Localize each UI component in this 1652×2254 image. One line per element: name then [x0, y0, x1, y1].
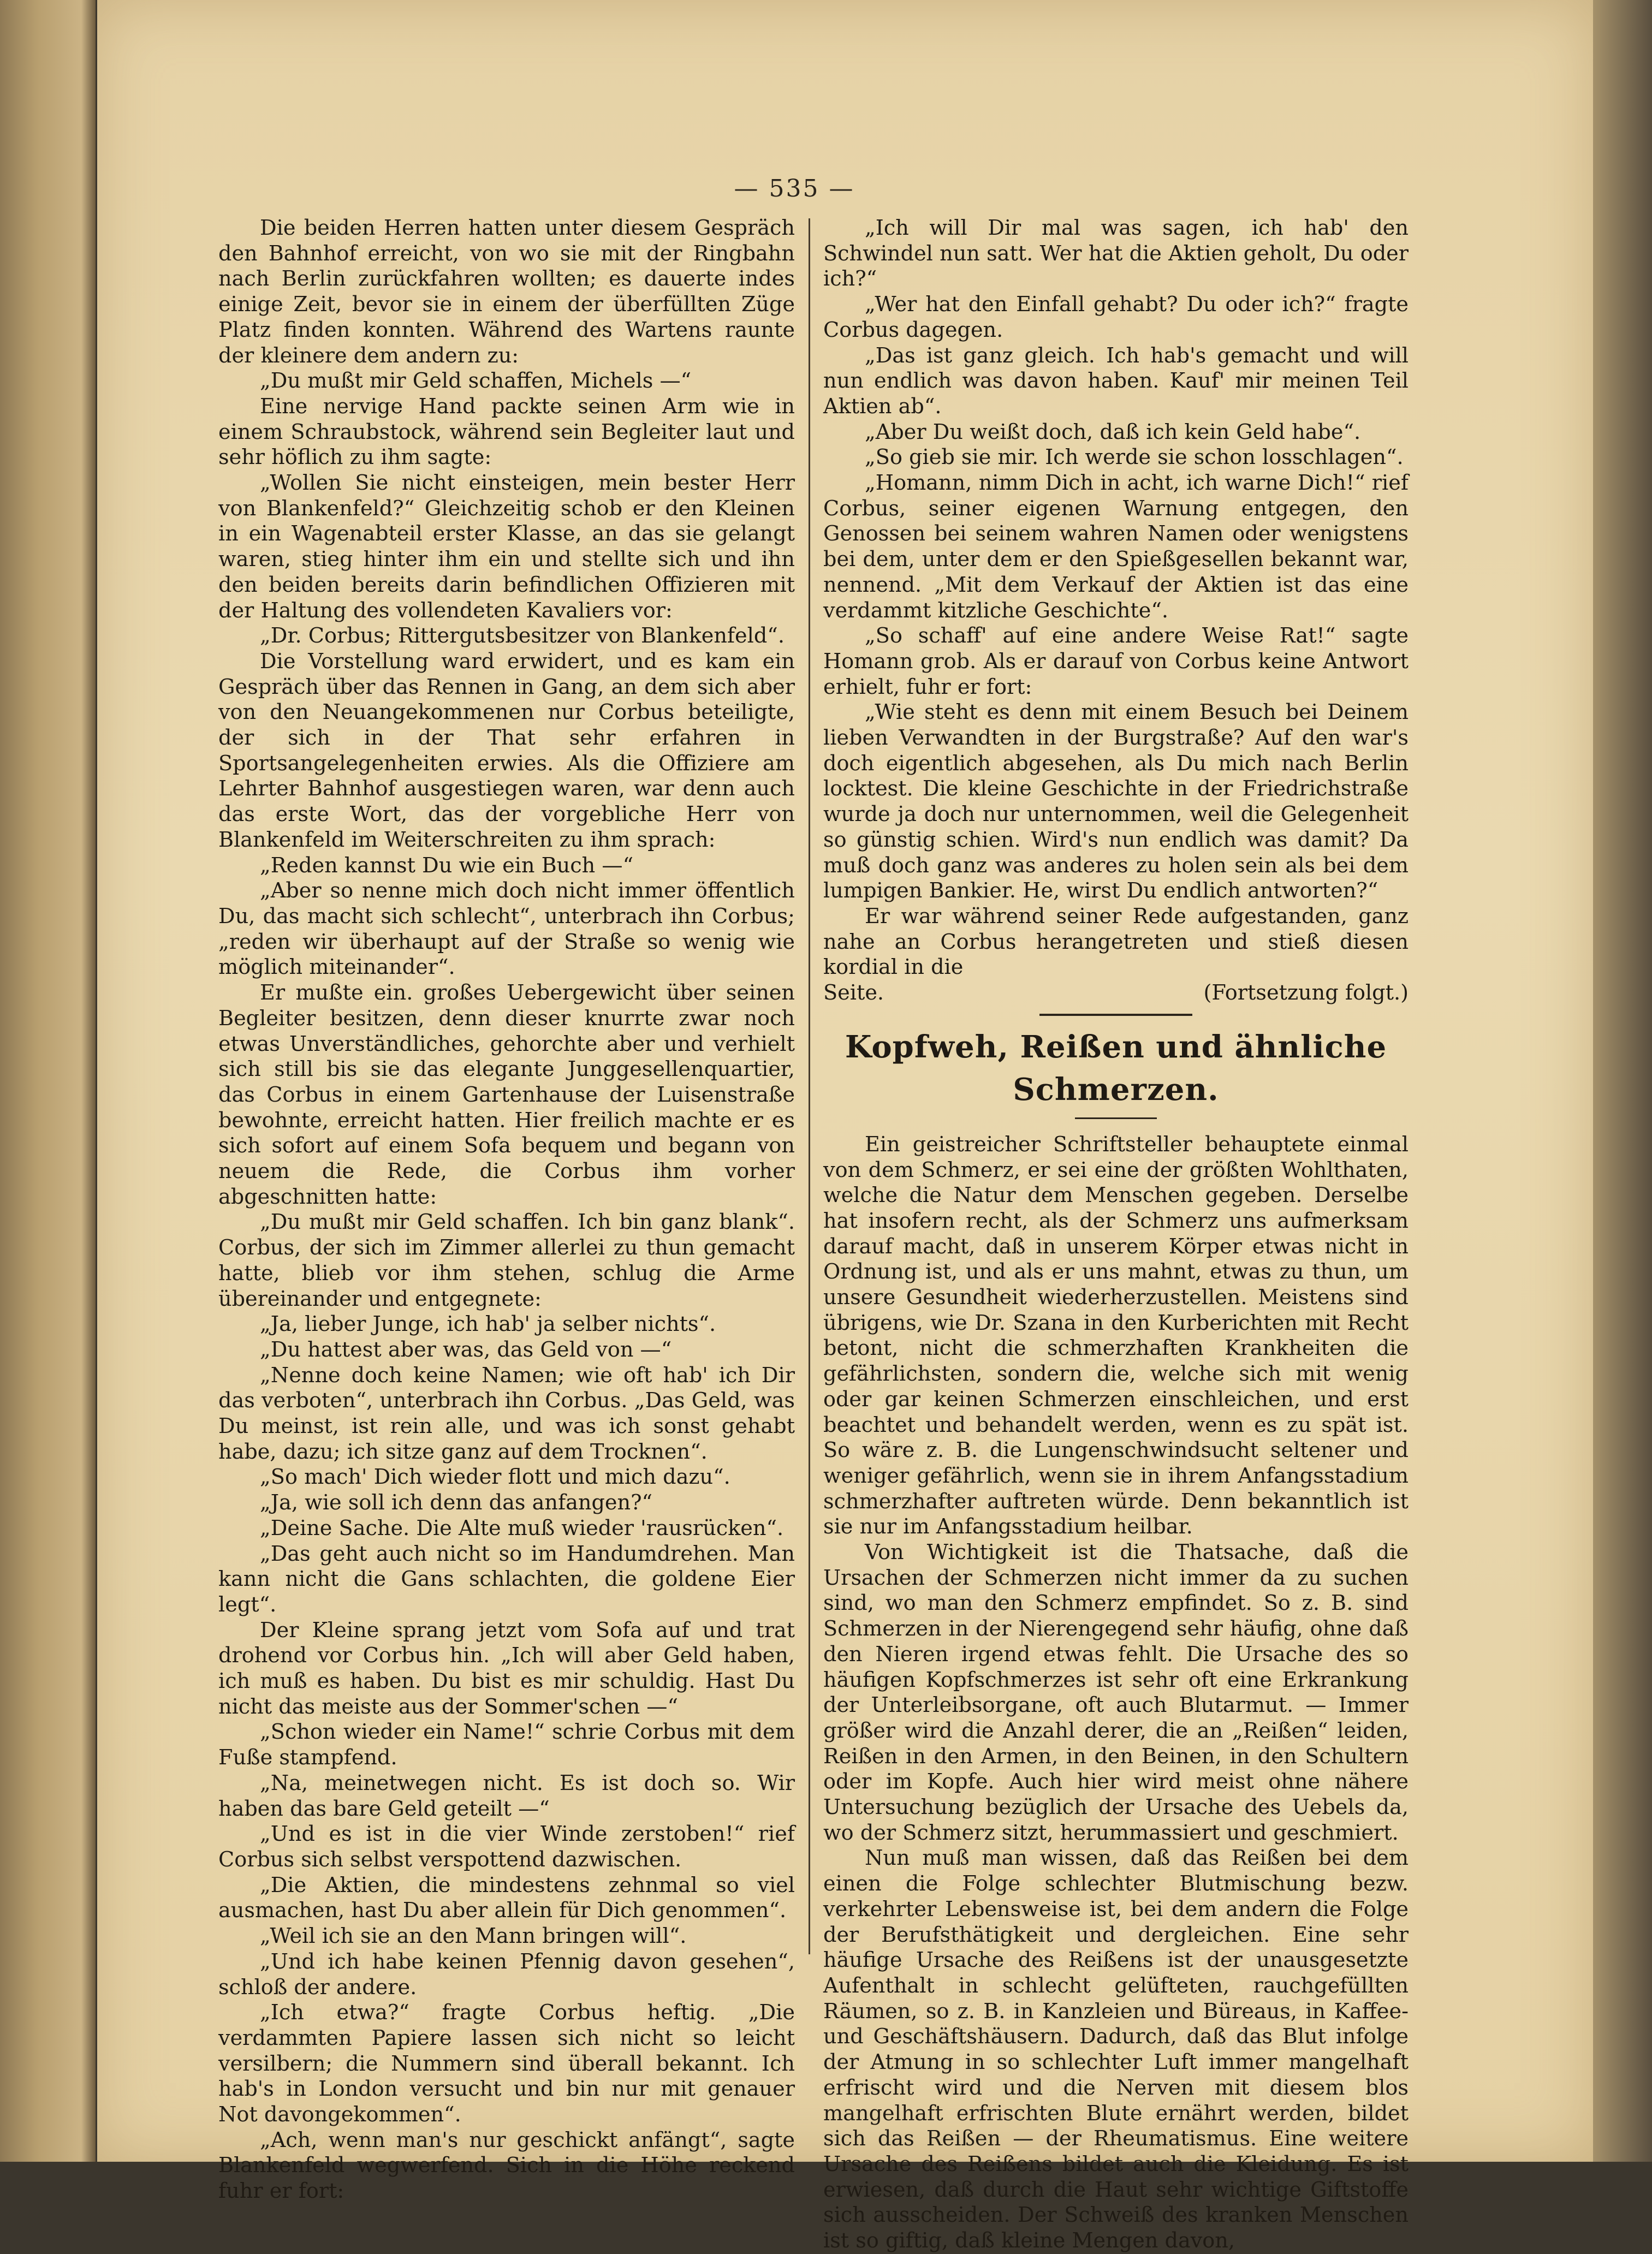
left-column	[218, 216, 795, 2204]
paragraph: „Deine Sache. Die Alte muß wieder 'rausrücken“.	[260, 1516, 784, 1541]
column-divider	[809, 218, 810, 1954]
paragraph: Eine nervige Hand packte seinen Arm wie in einem Schraubstock, während sein Begleiter laut und sehr höflich zu ihm sagte:	[218, 394, 795, 470]
paragraph: „Aber so nenne mich doch nicht immer öffentlich Du, das macht sich schlecht“, unterbrach ihn Corbus; „reden wir überhaupt auf der Straße so wenig wie möglich miteinander“.	[218, 879, 795, 980]
continuation-note: (Fortsetzung folgt.)	[1203, 981, 1409, 1006]
paragraph: „Ich will Dir mal was sagen, ich hab' den Schwindel nun satt. Wer hat die Aktien geholt, Du oder ich?“	[823, 216, 1409, 292]
paragraph: Der Kleine sprang jetzt vom Sofa auf und trat drohend vor Corbus hin. „Ich will aber Geld haben, ich muß es haben. Du bist es mir schuldig. Hast Du nicht das meiste aus der Sommer'schen —“	[218, 1618, 795, 1719]
paragraph: „Nenne doch keine Namen; wie oft hab' ich Dir das verboten“, unterbrach ihn Corbus. „Das Geld, was Du meinst, ist rein alle, und was ich sonst gehabt habe, dazu; ich sitze ganz auf dem Trocknen“.	[218, 1363, 795, 1464]
paragraph: „Reden kannst Du wie ein Buch —“	[260, 853, 634, 878]
paragraph: Nun muß man wissen, daß das Reißen bei dem einen die Folge schlechter Blutmischung bezw. verkehrter Lebensweise ist, bei dem andern die Folge der Berufsthätigkeit und dergleichen. Eine sehr häufige Ursache des Reißens ist der unausgesetzte Aufenthalt in schlecht gelüfteten, rauchgefüllten Räumen, so z. B. in Kanzleien und Büreaus, in Kaffee- und Geschäftshäusern. Dadurch, daß das Blut infolge der Atmung in so schlechter Luft immer mangelhaft erfrischt wird und die Nerven mit diesem blos mangelhaft erfrischten Blute ernährt werden, bildet sich das Reißen — der Rheumatismus. Eine weitere Ursache des Reißens bildet auch die Kleidung. Es ist erwiesen, daß durch die Haut sehr wichtige Giftstoffe sich ausscheiden. Der Schweiß des kranken Menschen ist so giftig, daß kleine Mengen davon,	[823, 1846, 1409, 2253]
paragraph: „Ach, wenn man's nur geschickt anfängt“, sagte Blankenfeld wegwerfend. Sich in die Höhe reckend fuhr er fort:	[218, 2128, 795, 2204]
paragraph: „Du mußt mir Geld schaffen, Michels —“	[260, 369, 692, 394]
paragraph: Er war während seiner Rede aufgestanden, ganz nahe an Corbus herangetreten und stieß diesen kordial in die	[823, 904, 1409, 980]
closing-line	[823, 980, 1409, 1006]
paragraph: „Und ich habe keinen Pfennig davon gesehen“, schloß der andere.	[218, 1949, 795, 2000]
paragraph: „Du mußt mir Geld schaffen. Ich bin ganz blank“. Corbus, der sich im Zimmer allerlei zu thun gemacht hatte, blieb vor ihm stehen, schlug die Arme übereinander und entgegnete:	[218, 1210, 795, 1311]
paragraph: „So mach' Dich wieder flott und mich dazu“.	[260, 1465, 730, 1490]
paragraph: Von Wichtigkeit ist die Thatsache, daß die Ursachen der Schmerzen nicht immer da zu suchen sind, wo man den Schmerz empfindet. So z. B. sind Schmerzen in der Nierengegend sehr häufig, ohne daß den Nieren irgend etwas fehlt. Die Ursache des so häufigen Kopfschmerzes ist sehr oft eine Erkrankung der Unterleibsorgane, oft auch Blutarmut. — Immer größer wird die Anzahl derer, die an „Reißen“ leiden, Reißen in den Armen, in den Beinen, in den Schultern oder im Kopfe. Auch hier wird meist ohne nähere Untersuchung bezüglich der Ursache des Uebels da, wo der Schmerz sitzt, herummassiert und geschmiert.	[823, 1541, 1409, 1845]
paragraph: „Schon wieder ein Name!“ schrie Corbus mit dem Fuße stampfend.	[218, 1720, 795, 1770]
paragraph: „Das ist ganz gleich. Ich hab's gemacht und will nun endlich was davon haben. Kauf' mir meinen Teil Aktien ab“.	[823, 343, 1409, 419]
paragraph: Die Vorstellung ward erwidert, und es kam ein Gespräch über das Rennen in Gang, an dem sich aber von den Neuangekommenen nur Corbus beteiligte, der sich in der That sehr erfahren in Sportsangelegenheiten erwies. Als die Offiziere am Lehrter Bahnhof ausgestiegen waren, war denn auch das erste Wort, das der vorgebliche Herr von Blankenfeld im Weiterschreiten zu ihm sprach:	[218, 649, 795, 852]
paragraph: Die beiden Herren hatten unter diesem Gespräch den Bahnhof erreicht, von wo sie mit der Ringbahn nach Berlin zurückfahren wollten; es dauerte indes einige Zeit, bevor sie in einem der überfüllten Züge Platz finden konnten. Während des Wartens raunte der kleinere dem andern zu:	[218, 216, 795, 368]
paragraph: „Wer hat den Einfall gehabt? Du oder ich?“ fragte Corbus dagegen.	[823, 293, 1409, 342]
paragraph: Ein geistreicher Schriftsteller behauptete einmal von dem Schmerz, er sei eine der größten Wohlthaten, welche die Natur dem Menschen gegeben. Derselbe hat insofern recht, als der Schmerz uns aufmerksam darauf macht, daß in unserem Körper etwas nicht in Ordnung ist, und als er uns mahnt, etwas zu thun, um unsere Gesundheit wiederherzustellen. Meistens sind übrigens, wie Dr. Szana in den Kurberichten mit Recht betont, nicht die schmerzhaften Krankheiten die gefährlichsten, sondern die, welche sich mit wenig oder gar keinen Schmerzen einschleichen, und erst beachtet und behandelt werden, wenn es zu spät ist. So wäre z. B. die Lungenschwindsucht seltener und weniger gefährlich, wenn sie in ihrem Anfangsstadium schmerzhafter auftreten würde. Denn bekanntlich ist sie nur im Anfangsstadium heilbar.	[823, 1132, 1409, 1539]
paragraph: „Wie steht es denn mit einem Besuch bei Deinem lieben Verwandten in der Burgstraße? Auf den war's doch eigentlich abgesehen, als Du mich nach Berlin locktest. Die kleine Geschichte in der Friedrichstraße wurde ja doch nur unternommen, weil die Gelegenheit so günstig schien. Wird's nun endlich was damit? Da muß doch ganz was anderes zu holen sein als bei dem lumpigen Bankier. He, wirst Du endlich antworten?“	[823, 700, 1409, 903]
section-divider	[1039, 1014, 1192, 1016]
paragraph: „Und es ist in die vier Winde zerstoben!“ rief Corbus sich selbst verspottend dazwischen.	[218, 1822, 795, 1872]
closing-word: Seite.	[823, 981, 884, 1006]
paragraph: „Ich etwa?“ fragte Corbus heftig. „Die verdammten Papiere lassen sich nicht so leicht versilbern; die Nummern sind überall bekannt. Ich hab's in London versucht und bin nur mit genauer Not davongekommen“.	[218, 2001, 795, 2127]
paragraph: „Na, meinetwegen nicht. Es ist doch so. Wir haben das bare Geld geteilt —“	[218, 1771, 795, 1821]
paragraph: „Die Aktien, die mindestens zehnmal so viel ausmachen, hast Du aber allein für Dich genommen“.	[218, 1873, 795, 1923]
paragraph: „Weil ich sie an den Mann bringen will“.	[260, 1924, 687, 1949]
paragraph: „So schaff' auf eine andere Weise Rat!“ sagte Homann grob. Als er darauf von Corbus keine Antwort erhielt, fuhr er fort:	[823, 624, 1409, 699]
right-column	[823, 216, 1409, 2254]
paragraph: „Ja, lieber Junge, ich hab' ja selber nichts“.	[260, 1312, 716, 1337]
paragraph: „Aber Du weißt doch, daß ich kein Geld habe“.	[865, 420, 1361, 444]
paragraph: „Wollen Sie nicht einsteigen, mein bester Herr von Blankenfeld?“ Gleichzeitig schob er den Kleinen in ein Wagenabteil erster Klasse, an das sie gelangt waren, stieg hinter ihm ein und stellte sich und ihn den beiden bereits darin befindlichen Offizieren mit der Haltung des vollendeten Kavaliers vor:	[218, 471, 795, 623]
paragraph: „Du hattest aber was, das Geld von —“	[260, 1337, 672, 1362]
paragraph: „So gieb sie mir. Ich werde sie schon losschlagen“.	[865, 445, 1404, 470]
paragraph: „Das geht auch nicht so im Handumdrehen. Man kann nicht die Gans schlachten, die goldene Eier legt“.	[218, 1542, 795, 1617]
article-title: Kopfweh, Reißen und ähnliche Schmerzen.	[845, 1028, 1387, 1108]
background-edge	[1593, 0, 1652, 2162]
paragraph: Er mußte ein. großes Uebergewicht über seinen Begleiter besitzen, denn dieser knurrte zwar noch etwas Unverständliches, gehorchte aber und verhielt sich still bis sie das elegante Junggesellenquartier, das Corbus in einem Gartenhause der Luisenstraße bewohnte, erreicht hatten. Hier freilich machte er es sich sofort auf einem Sofa bequem und begann von neuem die Rede, die Corbus ihm vorher abgeschnitten hatte:	[218, 981, 795, 1209]
paragraph: „Dr. Corbus; Rittergutsbesitzer von Blankenfeld“.	[260, 624, 785, 649]
previous-page-edge	[0, 0, 96, 2162]
page-number: — 535 —	[734, 175, 855, 203]
paragraph: „Homann, nimm Dich in acht, ich warne Dich!“ rief Corbus, seiner eigenen Warnung entgegen, den Genossen bei seinem wahren Namen oder wenigstens bei dem, unter dem er den Spießgesellen bekannt war, nennend. „Mit dem Verkauf der Aktien ist das eine verdammt kitzliche Geschichte“.	[823, 471, 1409, 623]
paragraph: „Ja, wie soll ich denn das anfangen?“	[260, 1491, 653, 1515]
title-underline	[1075, 1117, 1157, 1119]
